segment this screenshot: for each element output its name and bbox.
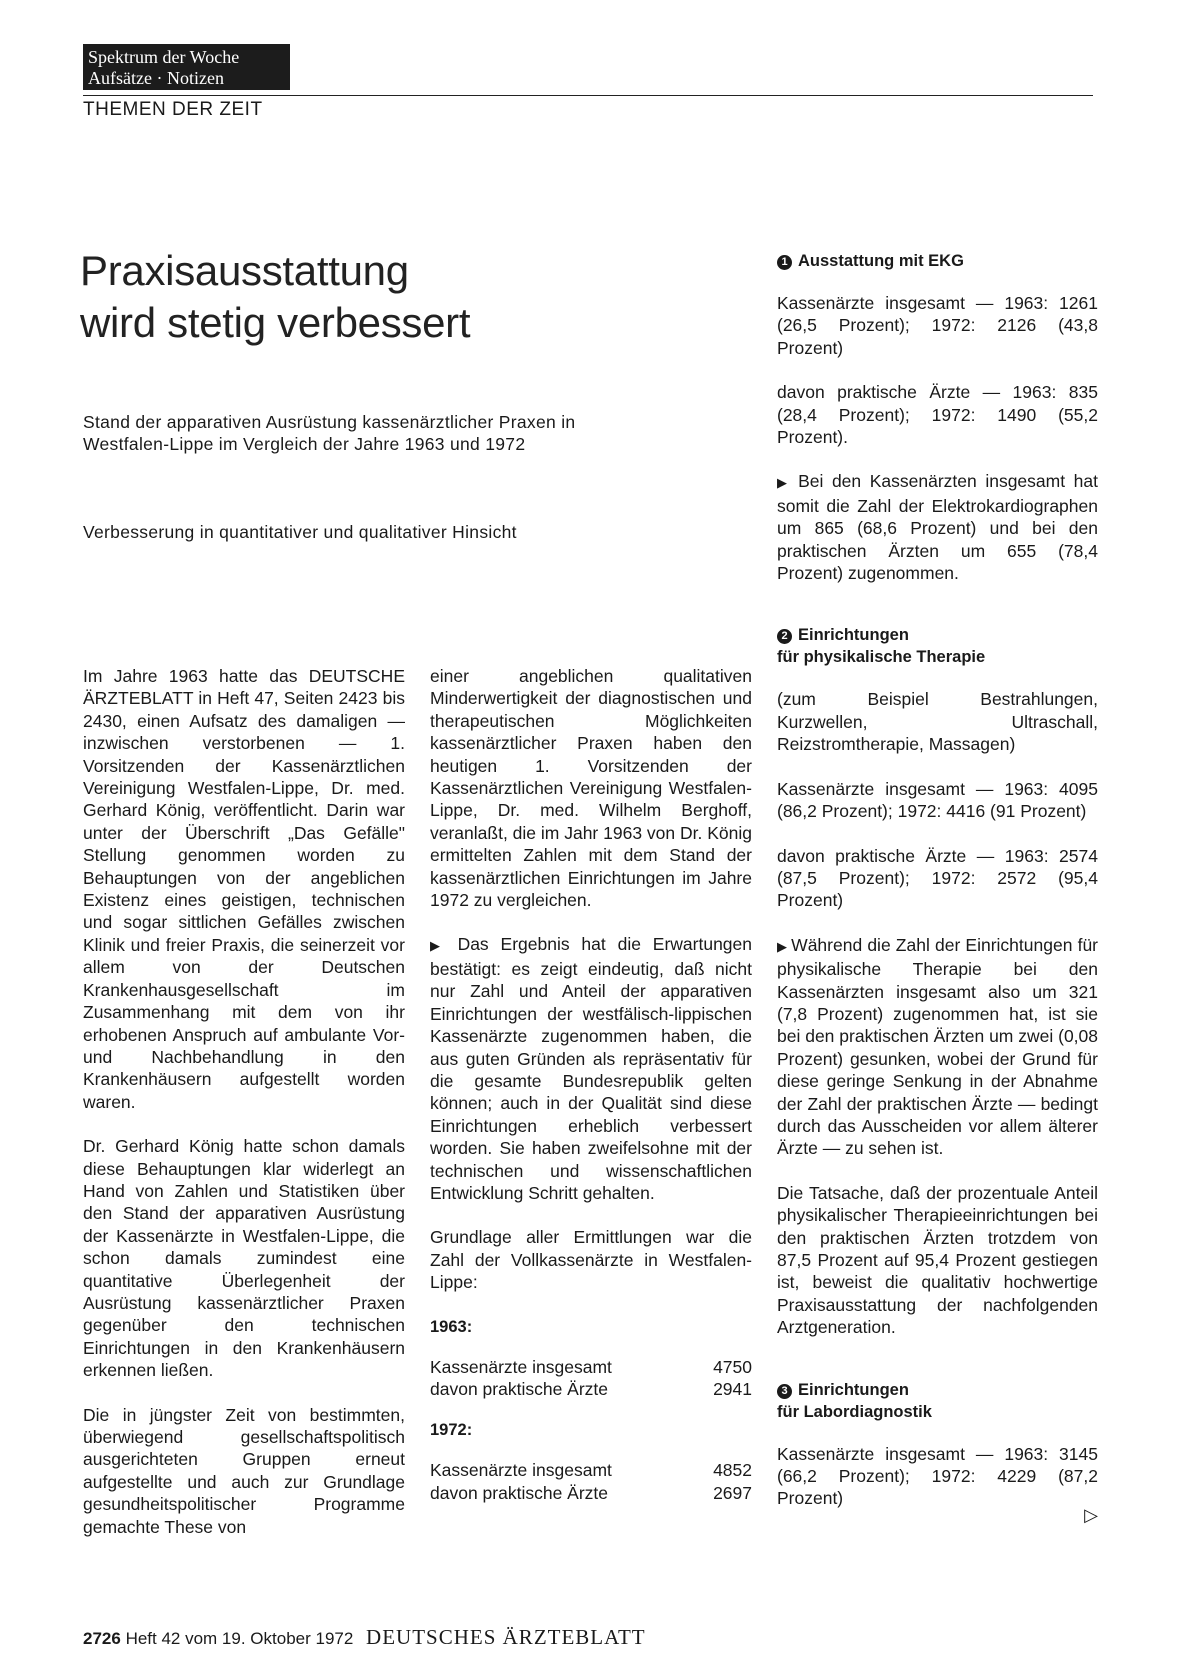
section-3-heading (777, 1379, 1098, 1423)
heading-text: Einrichtungen (798, 1380, 909, 1399)
row-label: Kassenärzte insgesamt (430, 1356, 612, 1377)
triangle-bullet-icon: ▶ (777, 475, 799, 491)
paragraph-text: Das Ergebnis hat die Erwartungen bestätigt: es zeigt eindeutig, daß nicht nur Zahl und Anteil der apparativen Einrichtungen der westfälisch-lippischen Kassenärzte zugenommen haben, die aus guten Gründen als repräsentativ für die gesamte Bundesrepublik gelten können; auch in der Qualität sind diese Einrichtungen erheblich verbessert worden. Sie haben zweifelsohne mit der technischen und wissenschaftlichen Entwicklung Schritt gehalten. (430, 934, 753, 1203)
heading-text: für Labordiagnostik (777, 1402, 932, 1421)
year-table-1963 (430, 1316, 752, 1401)
paragraph: Dr. Gerhard König hatte schon damals diese Behauptungen klar widerlegt an Hand von Zahlen und Statistiken über den Stand der apparativen Ausrüstung der Kassenärzte in Westfalen-Lippe, die schon damals zumindest eine quantitative Überlegenheit der Ausrüstung kassenärztlicher Praxen gegenüber den technischen Einrichtungen in den Krankenhäusern erkennen ließen. (83, 1136, 405, 1381)
column-1 (83, 665, 405, 1560)
paragraph: Kassenärzte insgesamt — 1963: 3145 (66,2 Prozent); 1972: 4229 (87,2 Prozent) (777, 1443, 1098, 1509)
table-row (430, 1356, 752, 1378)
year-heading: 1963: (430, 1317, 473, 1336)
row-value: 2697 (713, 1482, 752, 1503)
row-label: davon praktische Ärzte (430, 1482, 609, 1503)
table-row (430, 1378, 752, 1400)
number-badge-icon: 3 (777, 1384, 792, 1399)
article-subtitle: Stand der apparativen Ausrüstung kassenärztlicher Praxen in Westfalen-Lippe im Vergleich der Jahre 1963 und 1972 (83, 412, 576, 454)
paragraph-text: Während die Zahl der Einrichtungen für physikalische Therapie bei den Kassenärzten insgesamt also um 321 (7,8 Prozent) zugenommen hat, ist sie bei den praktischen Ärzten um zwei (0,08 Prozent) gesunken, wobei der Grund für diese geringe Senkung in der Abnahme der Zahl der praktischen Ärzte — bedingt durch das Ausscheiden vor allem älterer Ärzte — zu sehen ist. (777, 934, 1099, 1159)
paragraph: Die Tatsache, daß der prozentuale Anteil physikalischer Therapieeinrichtungen bei den praktischen Ärzten trotzdem von 87,5 Prozent auf 95,4 Prozent gestiegen ist, beweist die qualitativ hochwertige Praxisausstattung der nachfolgenden Arztgeneration. (777, 1182, 1098, 1338)
continue-arrow-icon: ▷ (1084, 1504, 1098, 1525)
paragraph: davon praktische Ärzte — 1963: 835 (28,4 Prozent); 1972: 1490 (55,2 Prozent). (777, 382, 1098, 448)
paragraph: (zum Beispiel Bestrahlungen, Kurzwellen, Ultraschall, Reizstromtherapie, Massagen) (777, 689, 1098, 755)
triangle-bullet-icon: ▶ (777, 938, 792, 954)
triangle-bullet-icon: ▶ (430, 938, 458, 954)
heading-text: Einrichtungen (798, 626, 909, 645)
column-2 (430, 665, 752, 1522)
section-badge (83, 44, 290, 90)
paragraph: Grundlage aller Ermittlungen war die Zahl der Vollkassenärzte in Westfalen-Lippe: (430, 1227, 752, 1293)
paragraph (430, 933, 752, 1204)
number-badge-icon: 1 (777, 255, 792, 270)
paragraph (777, 934, 1098, 1160)
row-label: Kassenärzte insgesamt (430, 1460, 612, 1481)
section-2-heading (777, 624, 1098, 668)
paragraph (777, 470, 1098, 584)
number-badge-icon: 2 (777, 629, 792, 644)
article-title (80, 245, 470, 349)
section-1-heading (777, 250, 1098, 272)
table-row (430, 1459, 752, 1481)
paragraph: einer angeblichen qualitativen Minderwertigkeit der diagnostischen und therapeutischen Möglichkeiten kassenärztlicher Praxen haben den heutigen 1. Vorsitzenden der Kassenärztlichen Vereinigung Westfalen-Lippe, Dr. med. Wilhelm Berghoff, veranlaßt, die im Jahr 1963 von Dr. König ermittelten Zahlen mit dem Stand der kassenärztlichen Einrichtungen im Jahre 1972 zu vergleichen. (430, 666, 752, 911)
paragraph: Kassenärzte insgesamt — 1963: 1261 (26,5 Prozent); 1972: 2126 (43,8 Prozent) (777, 293, 1098, 358)
issue-info: Heft 42 vom 19. Oktober 1972 (125, 1629, 354, 1648)
table-row (430, 1482, 752, 1504)
header-rule (83, 95, 1093, 96)
paragraph: davon praktische Ärzte — 1963: 2574 (87,5 Prozent); 1972: 2572 (95,4 Prozent) (777, 845, 1098, 911)
year-heading: 1972: (430, 1420, 473, 1439)
row-value: 4852 (713, 1460, 752, 1481)
title-line-1: Praxisausstattung (80, 247, 409, 294)
heading-text: für physikalische Therapie (777, 648, 986, 667)
heading-text: Ausstattung mit EKG (798, 252, 964, 270)
journal-name: DEUTSCHES ÄRZTEBLATT (366, 1625, 646, 1649)
article-subhead: Verbesserung in quantitativer und qualitativer Hinsicht (83, 522, 517, 542)
page-number: 2726 (83, 1629, 121, 1648)
paragraph: Im Jahre 1963 hatte das DEUTSCHE ÄRZTEBLATT in Heft 47, Seiten 2423 bis 2430, einen Aufsatz des damaligen — inzwischen verstorbenen — 1. Vorsitzenden der Kassenärztlichen Vereinigung Westfalen-Lippe, Dr. med. Gerhard König, veröffentlicht. Darin war unter der Überschrift „Das Gefälle" Stellung genommen worden zu Behauptungen von der angeblichen Existenz eines geistigen, technischen und sogar sittlichen Gefälles zwischen Klinik und freier Praxis, die seinerzeit vor allem von der Deutschen Krankenhausgesellschaft im Zusammenhang mit dem von ihr erhobenen Anspruch auf ambulante Vor- und Nachbehandlung in den Krankenhäusern aufgestellt worden waren. (83, 666, 405, 1112)
page-footer (83, 1625, 646, 1650)
badge-line-1: Spektrum der Woche (88, 47, 240, 67)
row-value: 2941 (713, 1379, 752, 1400)
title-line-2: wird stetig verbessert (80, 299, 471, 346)
section-label: THEMEN DER ZEIT (83, 99, 263, 120)
paragraph: Kassenärzte insgesamt — 1963: 4095 (86,2 Prozent); 1972: 4416 (91 Prozent) (777, 778, 1098, 822)
paragraph: Die in jüngster Zeit von bestimmten, überwiegend gesellschaftspolitisch ausgerichteten Gruppen erneut aufgestellte und auch zur Grundlage gesundheitspolitischer Programme gemachte These von (83, 1404, 405, 1537)
badge-line-2: Aufsätze · Notizen (88, 68, 224, 88)
row-label: davon praktische Ärzte (430, 1379, 609, 1400)
year-table-1972 (430, 1419, 752, 1504)
column-3 (777, 250, 1099, 1525)
row-value: 4750 (713, 1356, 752, 1377)
paragraph-text: Bei den Kassenärzten insgesamt hat somit die Zahl der Elektrokardiographen um 865 (68,6 Prozent) und bei den praktischen Ärzten um 655 (78,4 Prozent) zugenommen. (777, 471, 1098, 584)
